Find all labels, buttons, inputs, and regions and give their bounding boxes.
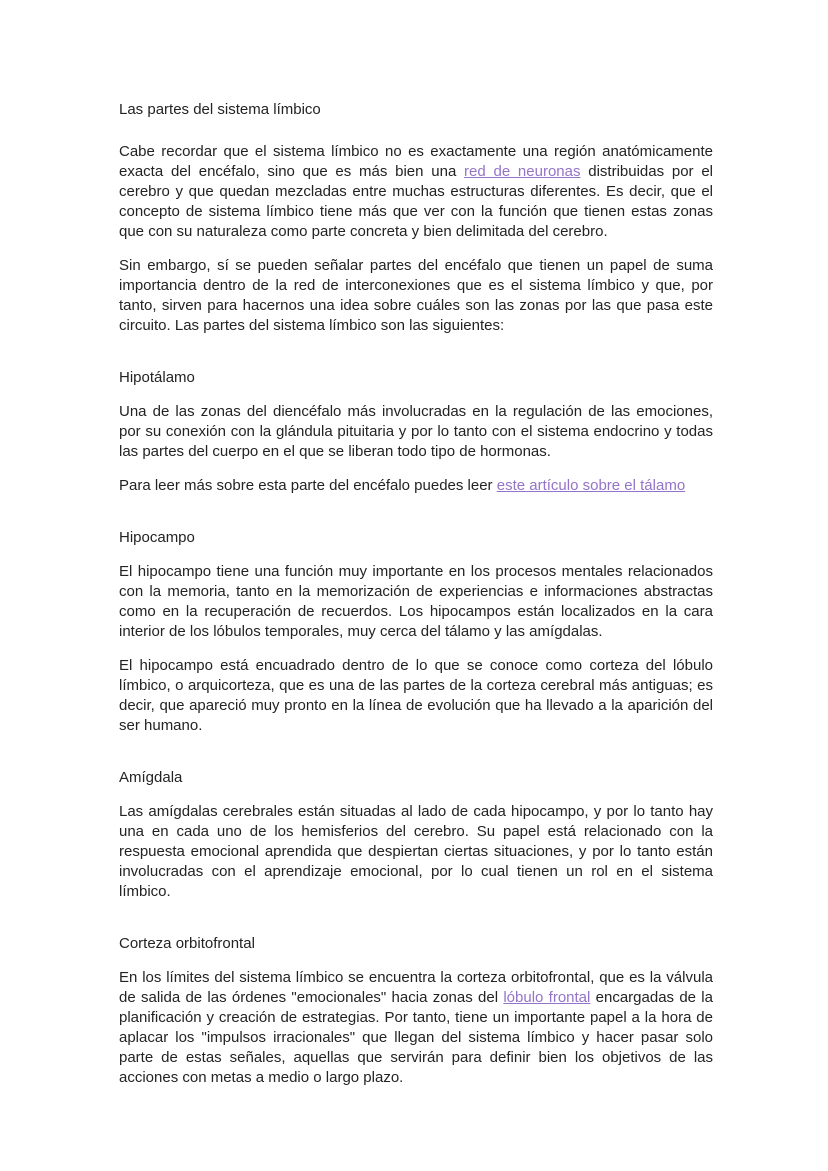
section-heading-hipotalamo: Hipotálamo bbox=[119, 369, 195, 386]
paragraph bbox=[119, 656, 713, 736]
paragraph bbox=[119, 142, 713, 242]
hyperlink[interactable]: este artículo sobre el tálamo bbox=[496, 477, 686, 494]
text-run: El hipocampo tiene una función muy importante en los procesos mentales relacionados con la memoria, tanto en la memorización de experiencias e informaciones abstractas como en la recuperación de recuerdos. Los hipocampos están localizados en la cara interior de los lóbulos temporales, muy cerca del tálamo y las amígdalas. bbox=[119, 563, 713, 640]
hyperlink[interactable]: lóbulo frontal bbox=[503, 989, 591, 1006]
text-run: Una de las zonas del diencéfalo más involucradas en la regulación de las emociones, por su conexión con la glándula pituitaria y por lo tanto con el sistema endocrino y todas las partes del cuerpo en el que se liberan todo tipo de hormonas. bbox=[119, 403, 713, 460]
text-run: En los límites del sistema límbico se encuentra la corteza orbitofrontal, que es la válvula de salida de las órdenes "emocionales" hacia zonas del bbox=[119, 969, 713, 1006]
paragraph bbox=[119, 476, 713, 496]
hyperlink[interactable]: red de neuronas bbox=[464, 163, 581, 180]
text-run: Las amígdalas cerebrales están situadas al lado de cada hipocampo, y por lo tanto hay una en cada uno de los hemisferios del cerebro. Su papel está relacionado con la respuesta emocional aprendida que despiertan ciertas situaciones, y por lo tanto están involucradas con el aprendizaje emocional, por lo cual tienen un rol en el sistema límbico. bbox=[119, 803, 713, 900]
document-content bbox=[119, 100, 713, 1102]
text-run: distribuidas por el cerebro y que quedan mezcladas entre muchas estructuras diferentes. Es decir, que el concepto de sistema límbico tiene más que ver con la función que tienen estas zonas que con su naturaleza como parte concreta y bien delimitada del cerebro. bbox=[119, 163, 713, 240]
document-title: Las partes del sistema límbico bbox=[119, 101, 321, 118]
text-run: Para leer más sobre esta parte del encéfalo puedes leer bbox=[119, 477, 497, 494]
text-run: encargadas de la planificación y creación de estrategias. Por tanto, tiene un importante papel a la hora de aplacar los "impulsos irracionales" que llegan del sistema límbico y hacer pasar solo parte de estas señales, aquellas que servirán para definir bien los objetivos de las acciones con metas a medio o largo plazo. bbox=[119, 989, 713, 1086]
text-run: Sin embargo, sí se pueden señalar partes del encéfalo que tienen un papel de suma importancia dentro de la red de interconexiones que es el sistema límbico y que, por tanto, sirven para hacernos una idea sobre cuáles son las zonas por las que pasa este circuito. Las partes del sistema límbico son las siguientes: bbox=[119, 257, 713, 334]
document-body bbox=[119, 142, 713, 1088]
paragraph bbox=[119, 562, 713, 642]
text-run: Cabe recordar que el sistema límbico no es exactamente una región anatómicamente exacta del encéfalo, sino que es más bien una bbox=[119, 143, 713, 180]
section-heading-amigdala: Amígdala bbox=[119, 769, 183, 786]
paragraph bbox=[119, 968, 713, 1088]
paragraph bbox=[119, 256, 713, 336]
section-heading-hipocampo: Hipocampo bbox=[119, 529, 195, 546]
section-heading-corteza-orbitofrontal: Corteza orbitofrontal bbox=[119, 935, 255, 952]
text-run: El hipocampo está encuadrado dentro de lo que se conoce como corteza del lóbulo límbico, o arquicorteza, que es una de las partes de la corteza cerebral más antiguas; es decir, que apareció muy pronto en la línea de evolución que ha llevado a la aparición del ser humano. bbox=[119, 657, 713, 734]
paragraph bbox=[119, 802, 713, 902]
paragraph bbox=[119, 402, 713, 462]
